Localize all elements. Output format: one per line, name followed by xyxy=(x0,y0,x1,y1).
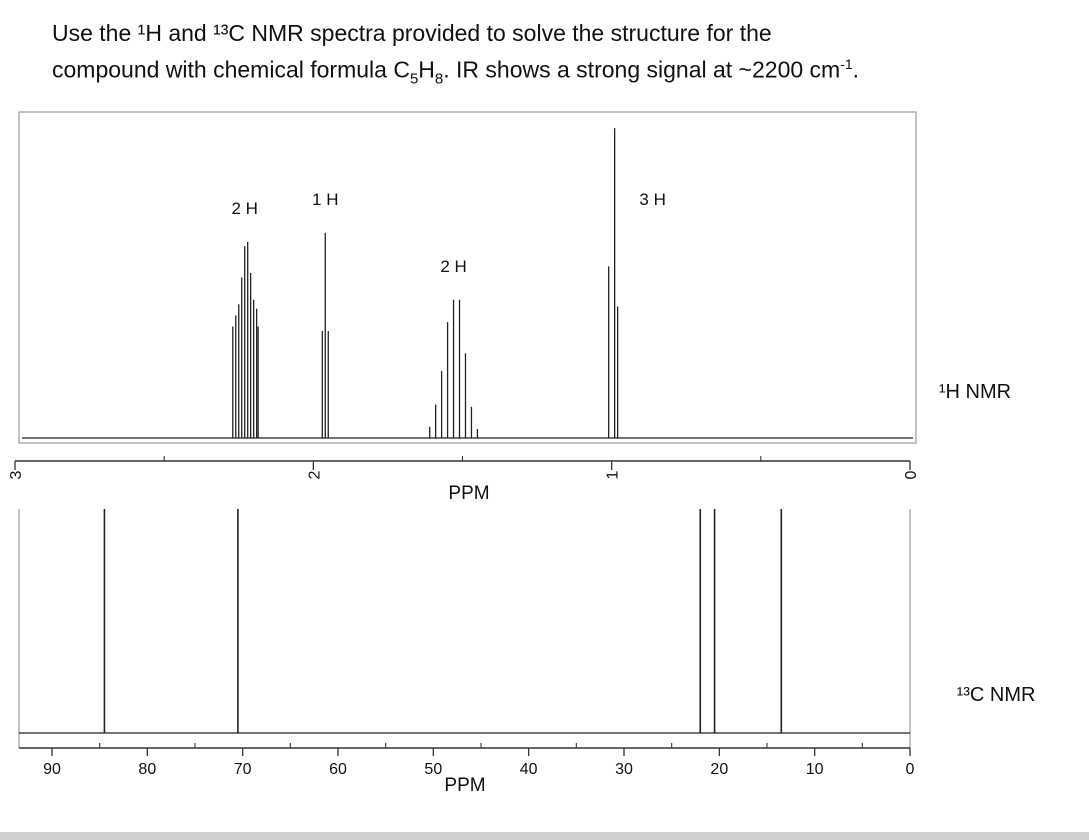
c-nmr-tick-label: 0 xyxy=(905,761,915,778)
c-nmr-tick-label: 40 xyxy=(519,761,538,778)
h-nmr-tick-label: 3 xyxy=(8,470,25,480)
h-nmr-tick-label: 0 xyxy=(903,470,920,480)
bottom-divider xyxy=(0,832,1089,840)
wavenumber-superscript: -1 xyxy=(840,56,853,72)
c-nmr-tick-label: 70 xyxy=(233,761,252,778)
h-nmr-label: ¹H NMR xyxy=(938,381,1012,403)
h-nmr-peak-group xyxy=(430,257,478,438)
c-nmr-tick-label: 80 xyxy=(138,761,157,778)
question-line-2: compound with chemical formula $C_5H_8$. IR shows a strong signal at ~2200 $cm^{-1}$. xyxy=(52,56,860,88)
h-nmr-frame xyxy=(19,112,916,443)
h-nmr-peak-group xyxy=(312,190,338,438)
h-nmr-integration-label: 1 H xyxy=(312,190,339,209)
h-nmr-tick-label: 2 xyxy=(306,470,324,480)
h-nmr-integration-label: 2 H xyxy=(440,256,467,276)
c-nmr-tick-label: 10 xyxy=(805,761,824,778)
h-nmr-peak-group xyxy=(609,128,666,438)
c-nmr-label: ¹³C NMR xyxy=(956,684,1036,706)
question-line-1: Use the ¹H and ¹³C NMR spectra provided to solve the structure for the xyxy=(52,20,772,46)
h-nmr-integration-label: 3 H xyxy=(639,190,666,209)
h-nmr-peak-group xyxy=(231,199,258,438)
c-nmr-tick-label: 90 xyxy=(43,761,61,778)
c-nmr-tick-label: 20 xyxy=(710,761,729,778)
c-nmr-axis-title: PPM xyxy=(444,775,486,796)
c-nmr-tick-label: 50 xyxy=(424,761,443,778)
h-nmr-tick-label: 1 xyxy=(604,470,622,480)
h-nmr-axis-title: PPM xyxy=(448,483,490,504)
c-nmr-tick-label: 60 xyxy=(329,761,347,778)
formula-c-subscript: 5 xyxy=(409,70,419,88)
formula-h-subscript: 8 xyxy=(434,70,444,88)
c-nmr-spectrum xyxy=(19,509,1035,796)
c-nmr-tick-label: 30 xyxy=(615,761,633,778)
h-nmr-integration-label: 2 H xyxy=(231,198,258,218)
h-nmr-spectrum xyxy=(8,112,1011,504)
